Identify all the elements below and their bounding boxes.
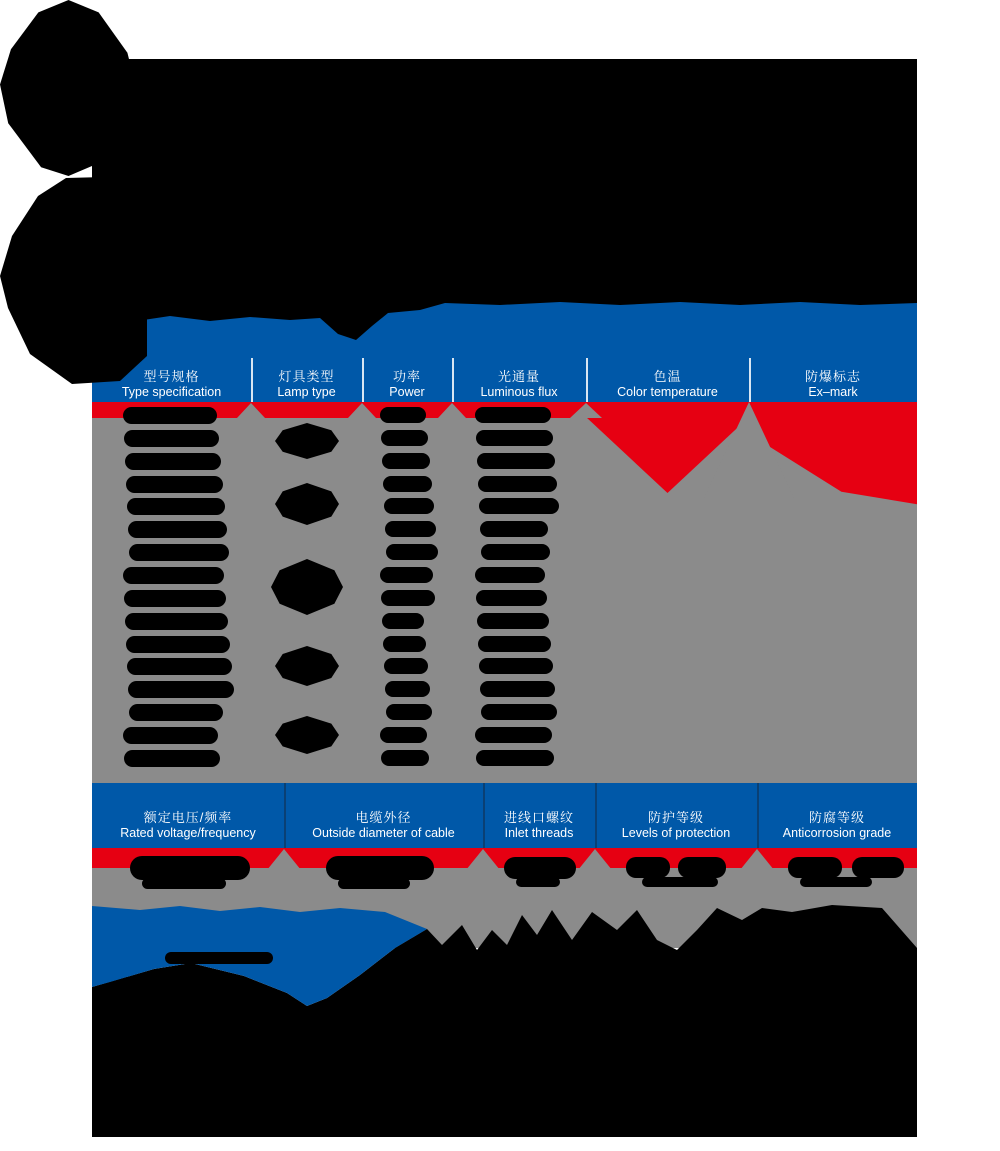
- redacted-cell: [476, 430, 553, 446]
- header1-ex-mark-cn: 防爆标志: [804, 369, 861, 384]
- redacted-cell: [480, 521, 548, 537]
- header1-divider: [452, 358, 454, 403]
- header1-color-temperature-en: Color temperature: [617, 385, 718, 399]
- redacted-cell: [475, 727, 552, 743]
- redacted-cell: [123, 567, 224, 584]
- header2-divider: [757, 783, 759, 848]
- header1-type-specification-cn: 型号规格: [143, 369, 200, 384]
- header1-luminous-flux: [452, 358, 586, 400]
- header1-type-specification-en: Type specification: [121, 385, 222, 399]
- redacted-cell: [481, 704, 557, 720]
- redacted-cell: [475, 407, 551, 423]
- header1-color-temperature-cn: 色温: [653, 369, 682, 384]
- header2-rated-voltage: [92, 793, 284, 841]
- header1-divider: [362, 358, 364, 403]
- redacted-cell: [124, 750, 220, 767]
- redacted-cell: [380, 407, 426, 423]
- redacted-cell: [381, 590, 435, 606]
- header2-cable-diameter-cn: 电缆外径: [355, 810, 412, 825]
- header2-divider: [595, 783, 597, 848]
- redacted-footer-note-line: [165, 952, 273, 964]
- header2-protection-level-cn: 防护等级: [647, 810, 704, 825]
- redacted-cell: [380, 727, 427, 743]
- redacted-cell: [383, 636, 426, 652]
- header1-ex-mark-en: Ex–mark: [808, 385, 858, 399]
- redacted-cell: [385, 521, 436, 537]
- redacted-value: [130, 856, 250, 880]
- header2-inlet-threads: [483, 793, 595, 841]
- redacted-cell: [384, 658, 428, 674]
- redacted-cell: [477, 613, 549, 629]
- header1-luminous-flux-cn: 光通量: [497, 369, 540, 384]
- header2-divider: [483, 783, 485, 848]
- redacted-cell: [382, 453, 430, 469]
- header1-lamp-type-cn: 灯具类型: [278, 369, 335, 384]
- redacted-value: [338, 878, 410, 889]
- header1-lamp-type: [251, 358, 362, 400]
- header2-rated-voltage-cn: 额定电压/频率: [143, 810, 233, 825]
- header1-power-cn: 功率: [392, 369, 421, 384]
- redacted-cell: [126, 636, 230, 653]
- redacted-cell: [381, 430, 428, 446]
- header1-divider: [251, 358, 253, 403]
- redacted-value: [326, 856, 434, 880]
- redacted-value: [504, 857, 576, 879]
- header2-anticorrosion-grade-en: Anticorrosion grade: [782, 826, 892, 840]
- redacted-cell: [125, 453, 221, 470]
- redacted-cell: [127, 658, 232, 675]
- redacted-cell: [125, 613, 228, 630]
- redacted-cell: [478, 476, 557, 492]
- redacted-value: [516, 877, 560, 887]
- header2-cable-diameter: [284, 793, 483, 841]
- redacted-cell: [475, 567, 545, 583]
- redacted-cell: [127, 498, 225, 515]
- redacted-cell: [380, 567, 433, 583]
- redacted-cell: [128, 681, 234, 698]
- header1-divider: [586, 358, 588, 403]
- redacted-cell: [383, 476, 432, 492]
- redacted-cell: [126, 476, 223, 493]
- redacted-cell: [476, 750, 554, 766]
- redacted-cell: [124, 430, 219, 447]
- redacted-cell: [481, 544, 550, 560]
- redacted-value: [852, 857, 904, 878]
- redacted-value: [678, 857, 726, 878]
- redacted-value: [788, 857, 842, 878]
- header2-inlet-threads-en: Inlet threads: [504, 826, 574, 840]
- redacted-value: [642, 877, 718, 887]
- redacted-ex-mark-merged-cell: [0, 176, 147, 386]
- redacted-cell: [479, 658, 553, 674]
- redacted-cell: [381, 750, 429, 766]
- redacted-cell: [123, 407, 217, 424]
- redacted-cell: [382, 613, 424, 629]
- redacted-cell: [480, 681, 555, 697]
- header2-protection-level: [595, 793, 757, 841]
- redacted-value: [800, 877, 872, 887]
- redacted-cell: [129, 704, 223, 721]
- redacted-cell: [479, 498, 559, 514]
- header2-cable-diameter-en: Outside diameter of cable: [312, 826, 455, 840]
- header1-divider: [749, 358, 751, 403]
- header1-power-en: Power: [389, 385, 425, 399]
- header1-lamp-type-en: Lamp type: [277, 385, 336, 399]
- redacted-value: [142, 878, 226, 889]
- redacted-cell: [385, 681, 430, 697]
- header1-luminous-flux-en: Luminous flux: [480, 385, 558, 399]
- header2-rated-voltage-en: Rated voltage/frequency: [120, 826, 256, 840]
- header2-divider: [284, 783, 286, 848]
- redacted-cell: [386, 544, 438, 560]
- redacted-cell: [129, 544, 229, 561]
- redacted-cell: [384, 498, 434, 514]
- header2-inlet-threads-cn: 进线口螺纹: [503, 810, 574, 825]
- header2-anticorrosion-grade: [757, 793, 917, 841]
- header2-protection-level-en: Levels of protection: [621, 826, 731, 840]
- header2-anticorrosion-grade-cn: 防腐等级: [808, 810, 865, 825]
- redacted-cell: [386, 704, 432, 720]
- redacted-cell: [477, 453, 555, 469]
- redacted-cell: [478, 636, 551, 652]
- redacted-cell: [476, 590, 547, 606]
- header1-power: [362, 358, 452, 400]
- redacted-cell: [123, 727, 218, 744]
- redacted-value: [626, 857, 670, 878]
- redacted-cell: [124, 590, 226, 607]
- header1-ex-mark: [749, 358, 917, 400]
- redacted-cell: [128, 521, 227, 538]
- header1-color-temperature: [586, 358, 749, 400]
